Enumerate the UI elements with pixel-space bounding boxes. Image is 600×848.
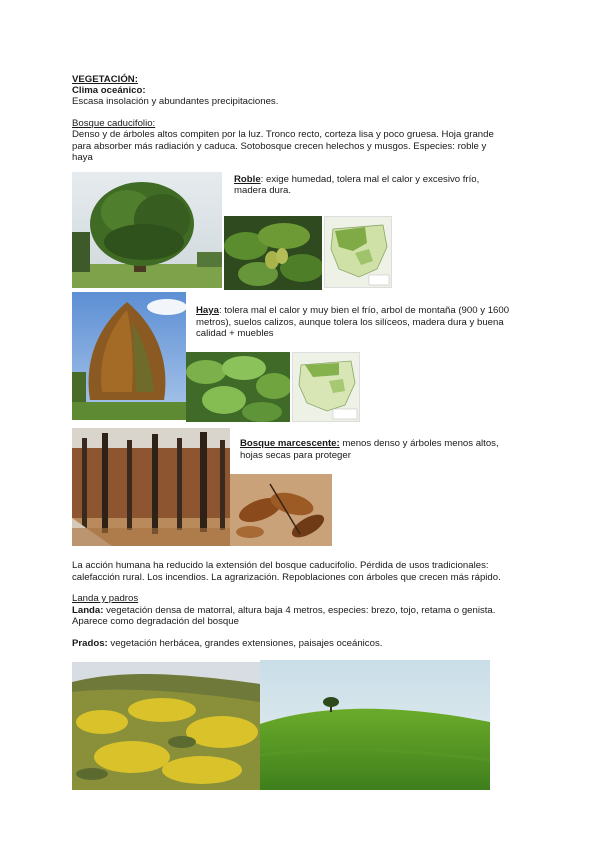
bosque-line-2: para absorber más radiación y caduca. Sotobosque crecen helechos y musgos. Especies: roble y [72,141,487,152]
prados-name: Prados: [72,638,108,649]
oak-tree-photo [72,172,222,288]
landa-text-1: vegetación densa de matorral, altura baja 4 metros, especies: brezo, tojo, retama o genista. [103,605,496,616]
beech-leaves-photo [186,352,290,422]
meadow-photo [260,660,490,790]
prados-line [72,638,382,650]
haya-text-1: : tolera mal el calor y muy bien el frío, arbol de montaña (900 y 1600 [218,305,510,316]
prados-text: vegetación herbácea, grandes extensiones, paisajes oceánicos. [107,638,383,649]
beech-tree-photo [72,292,186,420]
bosque-title: Bosque caducifolio: [72,118,156,129]
marcescente-text-1: menos denso y árboles menos altos, [339,438,499,449]
landa-name: Landa: [72,605,104,616]
haya-line-2: metros), suelos calizos, aunque tolera los silíceos, madera dura y buena [196,317,504,328]
landa-line-2: Aparece como degradación del bosque [72,616,239,627]
haya-name: Haya [196,305,219,316]
roble-line-2: madera dura. [234,185,292,196]
marcescente-line-2: hojas secas para proteger [240,450,351,461]
beech-distribution-map [292,352,360,422]
accion-line-2: calefacción rural. Los incendios. La agrarización. Repoblaciones con árboles que crecen más rápido. [72,572,501,583]
haya-line-3: calidad + muebles [196,328,274,339]
page-heading: VEGETACIÓN: [72,74,138,85]
marcescente-line-1 [240,438,499,450]
roble-text-1: : exige humedad, tolera mal el calor y excesivo frío, [260,174,480,185]
clima-title: Clima oceánico: [72,85,146,96]
marcescente-name: Bosque marcescente: [240,438,340,449]
roble-name: Roble [234,174,261,185]
accion-line-1: La acción humana ha reducido la extensión del bosque caducifolio. Pérdida de usos tradicionales: [72,560,489,571]
oak-distribution-map [324,216,392,288]
oak-leaves-photo [224,216,322,290]
haya-line-1 [196,305,509,317]
heathland-photo [72,662,260,790]
bosque-line-3: haya [72,152,93,163]
clima-text: Escasa insolación y abundantes precipitaciones. [72,96,279,107]
bosque-line-1: Denso y de árboles altos compiten por la luz. Tronco recto, corteza lisa y poco gruesa. Hoja grande [72,129,494,140]
marcescent-forest-photo [72,428,230,546]
landa-section-title: Landa y padros [72,593,139,604]
dry-leaves-photo [230,474,332,546]
